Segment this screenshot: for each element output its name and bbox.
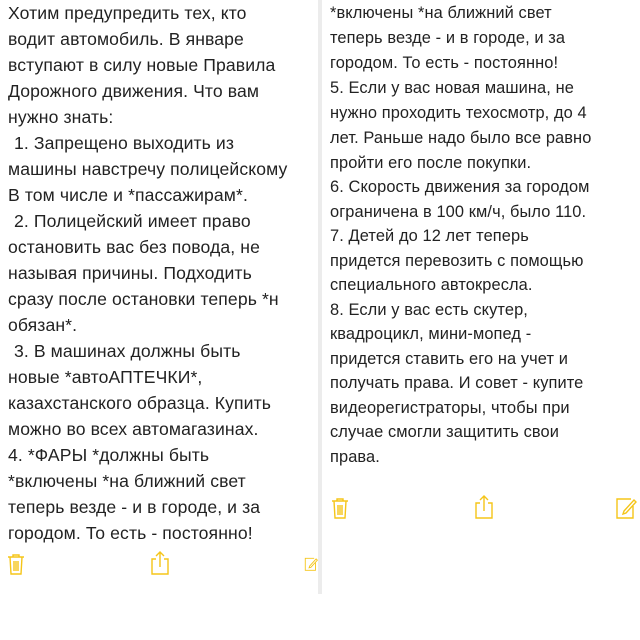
note-line: ограничена в 100 км/ч, было 110. [330, 203, 587, 221]
note-line: 8. Если у вас есть скутер, [330, 301, 528, 319]
note-line: 4. *ФАРЫ *должны быть [8, 445, 210, 465]
blank-area [0, 594, 640, 640]
note-line: Хотим предупредить тех, кто [8, 3, 247, 23]
share-icon[interactable] [472, 495, 496, 519]
note-line: можно во всех автомагазинах. [8, 419, 259, 439]
note-line: остановить вас без повода, не [8, 237, 260, 257]
note-panel-left [0, 0, 318, 594]
note-line: придется перевозить с помощью [330, 252, 584, 270]
note-line: обязан*. [8, 315, 78, 335]
note-line: городом. То есть - постоянно! [8, 523, 253, 543]
note-line: машины навстречу полицейскому [8, 159, 288, 179]
note-line: лет. Раньше надо было все равно [330, 129, 592, 147]
note-line: вступают в силу новые Правила [8, 55, 276, 75]
note-line: *включены *на ближний свет [8, 471, 246, 491]
note-line: права. [330, 448, 380, 466]
note-line: *включены *на ближний свет [330, 4, 552, 22]
note-line: новые *автоАПТЕЧКИ*, [8, 367, 203, 387]
trash-icon[interactable] [4, 552, 28, 576]
note-line: квадроцикл, мини-мопед - [330, 325, 532, 343]
note-line: 5. Если у вас новая машина, не [330, 79, 574, 97]
note-line: Дорожного движения. Что вам [8, 81, 260, 101]
share-icon[interactable] [148, 551, 172, 575]
trash-icon[interactable] [328, 496, 352, 520]
note-line: придется ставить его на учет и [330, 350, 568, 368]
note-line: получать права. И совет - купите [330, 374, 584, 392]
note-line: В том числе и *пассажирам*. [8, 185, 248, 205]
compose-icon[interactable] [304, 552, 318, 576]
note-line: 7. Детей до 12 лет теперь [330, 227, 529, 245]
note-line: сразу после остановки теперь *н [8, 289, 279, 309]
note-line: 1. Запрещено выходить из [14, 133, 235, 153]
note-line: теперь везде - и в городе, и за [330, 29, 566, 47]
note-line: водит автомобиль. В январе [8, 29, 244, 49]
compose-icon[interactable] [614, 496, 638, 520]
note-line: нужно знать: [8, 107, 114, 127]
note-line: случае смогли защитить свои [330, 423, 559, 441]
note-line: теперь везде - и в городе, и за [8, 497, 261, 517]
note-line: специального автокресла. [330, 276, 533, 294]
note-panel-right [322, 0, 640, 530]
note-line: городом. То есть - постоянно! [330, 54, 559, 72]
note-line: 2. Полицейский имеет право [14, 211, 251, 231]
note-line: видеорегистраторы, чтобы при [330, 399, 570, 417]
note-line: называя причины. Подходить [8, 263, 252, 283]
note-line: нужно проходить техосмотр, до 4 [330, 104, 587, 122]
note-line: казахстанского образца. Купить [8, 393, 272, 413]
note-line: 6. Скорость движения за городом [330, 178, 590, 196]
note-line: 3. В машинах должны быть [14, 341, 241, 361]
note-line: пройти его после покупки. [330, 154, 532, 172]
